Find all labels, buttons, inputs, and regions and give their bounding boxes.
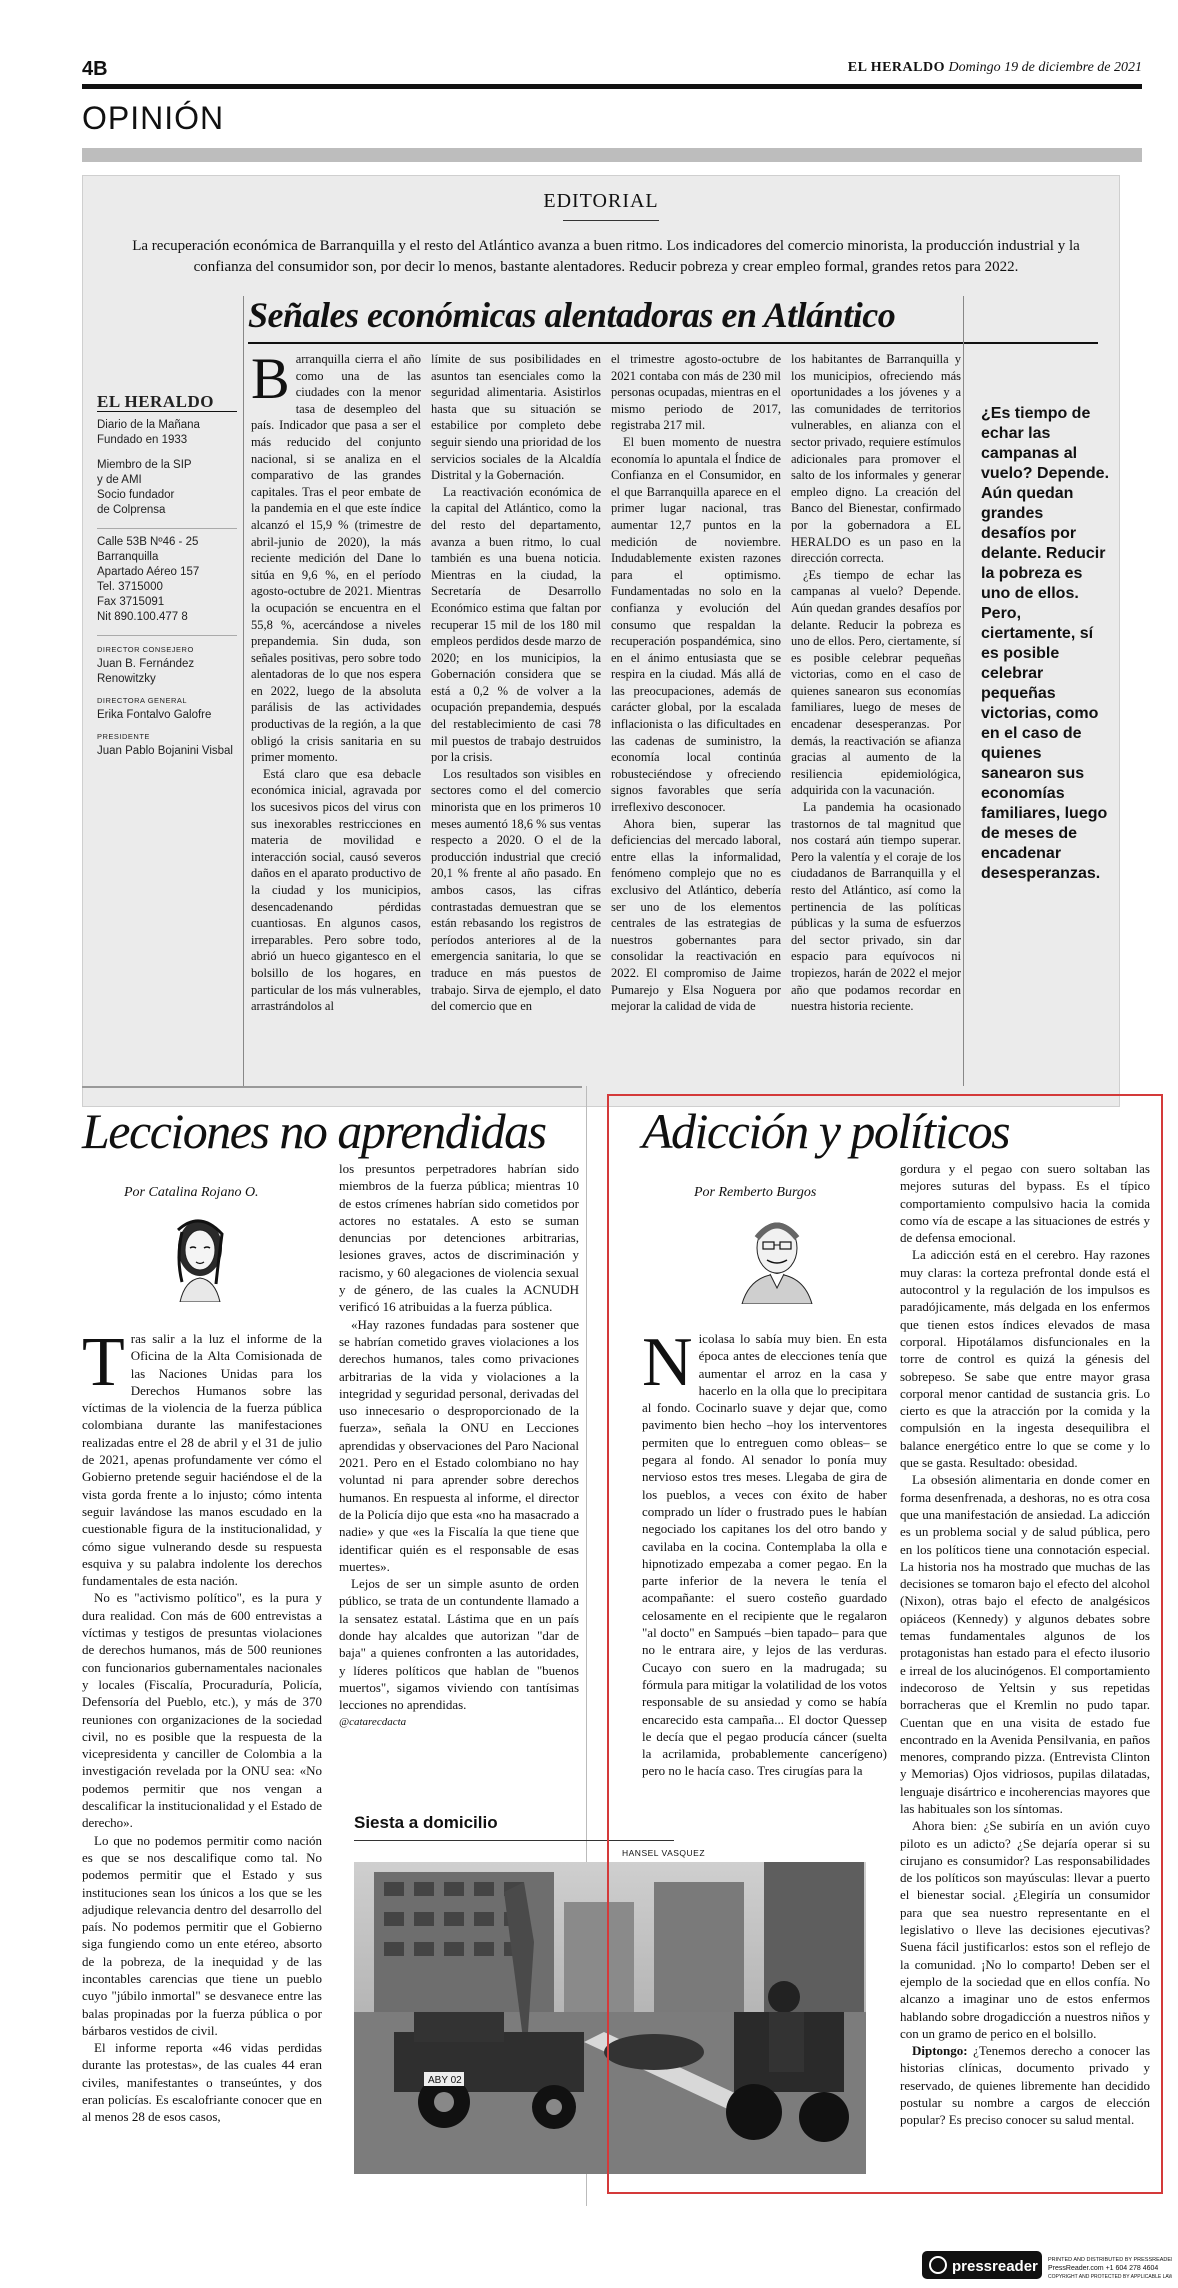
column-divider [243, 296, 244, 1086]
article-byline: Por Catalina Rojano O. [124, 1185, 259, 1200]
editorial-summary: La recuperación económica de Barranquilla y el resto del Atlántico avanza a buen ritmo. Los indicadores del comercio minorista, la producción industrial y la confianza del consumidor son, por decir lo menos, bastante alentadores. Reducir pobreza y crear empleo formal, grandes retos para 2022. [132, 238, 1080, 275]
paragraph: La reactivación económica de la capital del Atlántico, como la del resto del departamento, avanza a buen ritmo, lo cual también es una buena noticia. Mientras en la ciudad, la Secretaría de Desarrollo Económico estima que faltan por recuperar 15 mil de los 180 mil empleos perdidos desde marzo de 2020; en los municipios, la Gobernación considera que se está a 0,2 % de volver a la ocupación prepandemia, después del restablecimiento de casi 78 mil puestos de trabajo destruidos por la crisis. [431, 484, 601, 765]
masthead-address [97, 535, 237, 625]
header-brand: EL HERALDO [847, 60, 945, 75]
paragraph: «Hay razones fundadas para sostener que se habrían cometido graves violaciones a los derechos humanos, tales como privaciones arbitrarias de la vida y violaciones a la integridad y seguridad personal, derivadas del uso innecesario o desproporcionado de la fuerza», señala la ONU en Lecciones aprendidas y observaciones del Paro Nacional 2021. Pero en el Estado colombiano no hay voluntad ni para aprender sobre derechos humanos. En respuesta al informe, el director de la Policía dijo que esta «no ha masacrado a nadie» y que «es la Fiscalía la que tiene que identificar quién es el responsable de esas muertes». [339, 1316, 579, 1574]
paragraph: gordura y el pegao con suero soltaban las mejores suturas del bypass. Es el típico comportamiento compulsivo hacia la comida como vía de escape a las situaciones de estrés y de defensa emocional. [900, 1161, 1150, 1246]
diptongo-text: ¿Tenemos derecho a conocer las historias clínicas, documento privado y reservado, de quienes libremente han decidido postular su nombre a cargos de elección popular? Es preciso conocer su salud mental. [900, 2043, 1150, 2128]
paragraph: El buen momento de nuestra economía lo apuntala el Índice de Confianza en el Consumidor, en el que Barranquilla aparece en el primer lugar nacional, tras aumentar 12,7 puntos en la medición de noviembre. Indudablemente existen razones para el optimismo. Fundamentadas no solo en la confianza y evolución del consumo que respaldan la recuperación pospandémica, sino en el ánimo entusiasta que se respira en la ciudad. Más allá de las preocupaciones, además de carácter global, por la escalada inflacionista o las dificultades en las cadenas de suministro, la economía local continúa robusteciéndose y ofreciendo signos favorables que sería irreflexivo desconocer. [611, 434, 781, 815]
plate-text: ABY 02 [428, 2075, 462, 2086]
editorial-column-3 [611, 351, 781, 1086]
paragraph: icolasa lo sabía muy bien. En esta época antes de elecciones tenía que aumentar el arroz en la casa y hacerlo en la olla que lo precipitara al fondo. Cocinarlo suave y dejar que, como pavimento bien hecho –hoy los interventores permiten que lo entreguen como obleas– se pegara al fondo. Al senador lo ponía muy nervioso estos tres meses. Llegaba de gira de los pueblos, a veces con éxito de haber comprado un líder o frustrado pues le habían negociado los capitanes los del otro bando y cavilaba en la cocina. Contemplaba la olla e hipnotizado empezaba a comer pegao. En la parte inferior de la nevera le tenía el acompañante: el suero costeño guardado celosamente en el recipiente que le regalaron "al docto" en Sampués –bien tapado– para que no le entrara aire, y lejos de las verduras. Cucayo con suero en la madrugada; su fórmula para mitigar la volatilidad de los votos responsable de su ansiedad y como se había encarecido esta campaña... El doctor Quessep le decía que el pegao producía cáncer (suelta la acrilamida, probablemente cancerígeno) pero no le hacía caso. Tres cirugías para la [642, 1331, 887, 1779]
pressreader-logo [922, 2247, 1172, 2283]
editorial-title: Señales económicas alentadoras en Atlántico [248, 295, 896, 335]
staff-label: PRESIDENTE [97, 732, 150, 741]
paragraph: ras salir a la luz el informe de la Oficina de la Alta Comisionada de las Naciones Unidas para los Derechos Humanos sobre las víctimas de la violencia de la fuerza pública colombiana durante las manifestaciones realizadas entre el 28 de abril y el 31 de julio de 2021, apenas profundamente ver cómo el Gobierno pretende seguir haciéndose el de la vista gorda frente a lo injusto; cómo intenta seguir lavándose las manos escudado en la cuestionable figura de la institucionalidad, y cómo sigue vulnerando desde su respuesta esquiva y su palabra indolente los derechos fundamentales de esta nación. [82, 1331, 322, 1589]
masthead-info [97, 394, 237, 759]
article-column-1 [82, 1330, 322, 2210]
masthead-line: Fundado en 1933 [97, 434, 188, 446]
paragraph: los habitantes de Barranquilla y los municipios, ofreciendo más oportunidades a los jóvenes y a las comunidades de territorios vulnerables, en alianza con el sector privado, requiere estímulos adicionales para promover el salto de los informales y generar empleo digno. La creación del Banco del Bienestar, confirmado por la gobernadora a EL HERALDO es un paso en la dirección correcta. [791, 352, 961, 566]
address-line: Barranquilla [97, 551, 159, 563]
staff-name: Juan B. Fernández Renowitzky [97, 658, 195, 685]
paragraph: La adicción está en el cerebro. Hay razones muy claras: la corteza prefrontal donde está el autocontrol y la regulación de los impulsos es paradójicamente, más delgada en los enfermos que tienen estos índices elevados de masa corporal. Hipotálamos disfuncionales en la torre de control es quizá la génesis del sobrepeso. Se sabe que entre mayor grasa corporal menor cantidad de sustancia gris. Lo cierto es que la atracción por la comida y la compulsión en la ingesta desequilibra el balance energético entre lo que se come y lo que se gasta. Resultado: obesidad. [900, 1247, 1150, 1471]
paragraph: Lo que no podemos permitir como nación es que se nos descalifique como tal. No podemos permitir que el Estado y sus instituciones sean los únicos a los que se les adjudique relevancia dentro del desarrollo del país. No podemos permitir que el Gobierno siga fungiendo como un ente etéreo, absorto de la pobreza, de la inequidad y de las incontables carencias que tiene un pueblo cuyo "júbilo inmortal" se desvanece entre las balas propinadas por la fuerza pública o por bárbaros vestidos de civil. [82, 1832, 322, 2038]
masthead-block [97, 458, 237, 518]
masthead-line: Diario de la Mañana [97, 419, 200, 431]
masthead-line: Miembro de la SIP [97, 459, 192, 471]
author-handle: @catarecdacta [339, 1715, 407, 1728]
masthead-separator [97, 528, 237, 529]
article-byline: Por Remberto Burgos [694, 1185, 817, 1200]
staff-name: Juan Pablo Bojanini Visbal [97, 745, 233, 757]
paragraph: No es "activismo político", es la pura y dura realidad. Con más de 600 entrevistas a víctimas y testigos de presuntas violaciones de derechos humanos, más de 500 reuniones con funcionarios gubernamentales nacionales y locales (Fiscalía, Procuraduría, Policía, Defensoría del Pueblo, etc.), y más de 370 reuniones con organizaciones de la sociedad civil, no es posible que la respuesta de la vicepresidenta y canciller de Colombia a la investigación revelada por la ONU sea: «No podemos permitir que nos vengan a descalificar la institucionalidad y el Estado de derecho». [82, 1590, 322, 1831]
masthead-block [97, 418, 237, 448]
article-column-1 [642, 1330, 887, 2200]
editorial-title-rule [248, 342, 1098, 344]
paragraph: límite de sus posibilidades en asuntos tan esenciales como la seguridad alimentaria. Asistirlos hasta que su situación se estabilice por completo debe seguir siendo una prioridad de los servicios sociales de la Alcaldía Distrital y la Gobernación. [431, 352, 601, 483]
page-number: 4B [82, 58, 108, 80]
column-divider [963, 296, 964, 1086]
paragraph: Está claro que esa debacle económica inicial, agravada por los sucesivos picos del virus con sus inexorables restricciones en materia de movilidad e interacción social, causó severos daños en el aparato productivo de la ciudad y los municipios, desencadenando pérdidas cuantiosas. En algunos casos, irreparables. Pero sobre todo, abrió un hueco gigantesco en el bolsillo de los hogares, en particular de los más vulnerables, arrastrándolos al [251, 766, 421, 1014]
staff-name: Erika Fontalvo Galofre [97, 709, 212, 721]
paragraph: Ahora bien: ¿Se subiría en un avión cuyo piloto es un adicto? ¿Se dejaría operar si su cirujano es consumidor? Las responsabilidades de los políticos son mayúsculas: llevar a puerto el bienestar social. ¿Elegiría un consumidor para que sea nuestro representante en el legislativo o lleve las decisiones ejecutivas? Suena fácil justificarlos: estos son el reflejo de la comunidad. ¡No lo comparto! Deben ser el ejemplo de la sociedad que en ellos confía. No alcanzo a imaginar uno de estos enfermos hablando sobre drogadicción a nuestros niños y con un gramo de perico en el bolsillo. [900, 1818, 1150, 2041]
editorial-column-1 [251, 351, 421, 1086]
address-line: Tel. 3715000 [97, 581, 163, 593]
editorial-box [82, 175, 1120, 1107]
editorial-column-4 [791, 351, 961, 1086]
pull-quote: ¿Es tiempo de echar las campanas al vuelo? Depende. Aún quedan grandes desafíos por delante. Reducir la pobreza es uno de ellos. Pero, ciertamente, sí es posible celebrar pequeñas victorias, como en el caso de quienes sanearon sus economías familiares, luego de meses de encadenar desesperanzas. [981, 405, 1110, 882]
section-title: OPINIÓN [82, 100, 225, 136]
photo-title: Siesta a domicilio [354, 1813, 498, 1832]
editorial-label-rule [563, 220, 659, 221]
article-title: Lecciones no aprendidas [82, 1103, 546, 1159]
paragraph: Lejos de ser un simple asunto de orden público, se trata de un contundente llamado a la sensatez estatal. Lástima que en un país donde hay alcaldes que autorizan "dar de baja" a quienes confronten a las autoridades, y líderes políticos que hablan de "buenos muertos", sigamos viviendo con tantísimas lecciones no aprendidas. [339, 1576, 579, 1713]
address-line: Nit 890.100.477 8 [97, 611, 188, 623]
author-portrait [160, 1210, 240, 1302]
article-column-2 [900, 1160, 1150, 2190]
editorial-column-2 [431, 351, 601, 1086]
article-title: Adicción y políticos [642, 1103, 1010, 1159]
paragraph: los presuntos perpetradores habrían sido miembros de la fuerza pública; mientras 10 de estos crímenes habrían sido cometidos por actores no estatales. A esto se suman denuncias por detenciones arbitrarias, lesiones graves, actos de discriminación y racismo, y 60 alegaciones de violencia sexual y de género, de las cuales la ACNUDH verificó 16 atribuidas a la fuerza pública. [339, 1161, 579, 1315]
paragraph: Ahora bien, superar las deficiencias del mercado laboral, entre ellas la informalidad, fenómeno complejo que no es exclusivo del Atlántico, debería ser uno de los elementos centrales de las estrategias de nuestros gobernantes para consolidar la reactivación en 2022. El compromiso de Jaime Pumarejo y Elsa Noguera por mejorar la calidad de vida de [611, 816, 781, 1014]
masthead-line: de Colprensa [97, 504, 166, 516]
address-line: Fax 3715091 [97, 596, 165, 608]
masthead-line: Socio fundador [97, 489, 175, 501]
masthead-line: y de AMI [97, 474, 142, 486]
article-rule [82, 1086, 582, 1088]
newspaper-page [82, 40, 1172, 2280]
pressreader-badge[interactable] [922, 2247, 1172, 2283]
author-portrait [732, 1208, 822, 1304]
pressreader-brand: pressreader [952, 2258, 1038, 2275]
header-masthead [848, 60, 1142, 76]
section-divider [82, 148, 1142, 162]
masthead-separator [97, 635, 237, 636]
editorial-dropcap: B [251, 351, 290, 411]
paragraph: arranquilla cierra el año como una de las ciudades con la menor tasa de desempleo del país. Indicador que pasa a ser el más reducido del conjunto nacional, si se analiza en el comparativo de las grandes capitales. Tras el peor embate de la pandemia en el que este índice alcanzó el 15,9 % (trimestre de abril-junio de 2020), la más reciente medición del Dane lo sitúa en 9,6 %, en el período agosto-octubre de 2021. Mientras la ocupación se encuentra en el 55,8 %, acercándose a niveles prepandemia. Sin duda, son señales positivas, pero sobre todo alentadoras de lo que nos espera en 2022, luego de la absoluta parálisis de las actividades productivas de la región, a la que obligó la crisis sanitaria en su primer momento. [251, 352, 421, 765]
staff-label: DIRECTORA GENERAL [97, 696, 188, 705]
address-line: Calle 53B Nº46 - 25 [97, 536, 199, 548]
paragraph: El informe reporta «46 vidas perdidas durante las protestas», de las cuales 44 eran civiles, manifestantes o transeúntes, y dos eran policías. Es escalofriante conocer que en al menos 28 de esos casos, [82, 2040, 322, 2125]
paragraph: Los resultados son visibles en sectores como el del comercio minorista que en los primeros 10 meses aumentó 18,6 % sus ventas respecto a 2020. O el de la producción industrial que creció 20,1 % frente al año pasado. En ambos casos, las cifras contrastadas demuestran que se están rebasando los registros de períodos anteriores al de la emergencia sanitaria, lo que se traduce en más puestos de trabajo. Sirva de ejemplo, el dato del comercio que en [431, 766, 601, 1014]
paragraph: La pandemia ha ocasionado trastornos de tal magnitud que nos costará aún tiempo superar. Pero la valentía y el coraje de los ciudadanos de Barranquilla y el resto del Atlántico, así como la pertinencia de las políticas públicas y la suma de esfuerzos del sector privado, sin dar espacio para equívocos ni tropiezos, harán de 2022 el mejor año que podamos recordar en nuestra historia reciente. [791, 800, 961, 1014]
paragraph: La obsesión alimentaria en donde comer en forma desenfrenada, a deshoras, no es otra cosa que una manifestación de ansiedad. La adicción es un problema social y de salud pública, pero en los políticos tiene una connotación especial. La historia nos ha mostrado que muchas de las decisiones se tomaron bajo el efecto del alcohol (Nixon), otras bajo el efecto de analgésicos opiáceos (Kennedy) y algunos debates sobre temas fundamentales algunos de los protagonistas han estado para el efecto ilusorio e irreal de los alucinógenos. El comportamiento indecoroso de Yeltsin y sus repetidas borracheras que el Kremlin no pudo tapar. Cuentan que en una visita de estado fue encontrado en la Avenida Pensilvania, en paños menores, comprando pizza. (Entrevista Clinton y Memorias) Ojos vidriosos, pupilas dilatadas, lenguaje disártrico e incoherencias mayores que las habituales son los síntomas. [900, 1472, 1150, 1816]
paragraph [900, 2042, 1150, 2128]
address-line: Apartado Aéreo 157 [97, 566, 200, 578]
article-column-2 [339, 1160, 579, 1800]
photo-credit: HANSEL VASQUEZ [622, 1848, 706, 1858]
footer-line: PressReader.com +1 604 278 4604 [1048, 2265, 1159, 2272]
masthead-brand: EL HERALDO [97, 394, 237, 412]
header-date: Domingo 19 de diciembre de 2021 [948, 60, 1142, 75]
staff-label: DIRECTOR CONSEJERO [97, 645, 194, 654]
diptongo-label: Diptongo: [912, 2043, 968, 2059]
paragraph: ¿Es tiempo de echar las campanas al vuelo? Depende. Aún quedan grandes desafíos por delante. Reducir la pobreza es uno de ellos. Pero, ciertamente, sí es posible celebrar pequeñas victorias, como en el caso de quienes sanearon sus economías familiares, luego de meses de encadenar desesperanzas. Por demás, la reactivación se afianza gracias al aumento de la resiliencia epidemiológica, adquirida con la vacunación. [791, 567, 961, 798]
paragraph: el trimestre agosto-octubre de 2021 contaba con más de 230 mil personas ocupadas, mientras en el mismo periodo de 2017, registraba 217 mil. [611, 352, 781, 433]
footer-line: COPYRIGHT AND PROTECTED BY APPLICABLE LAW [1048, 2274, 1172, 2280]
article-dropcap: T [82, 1330, 125, 1401]
editorial-label: EDITORIAL [543, 190, 659, 212]
page-header [82, 52, 1142, 89]
article-dropcap: N [642, 1330, 693, 1401]
footer-line: PRINTED AND DISTRIBUTED BY PRESSREADER [1048, 2257, 1172, 2263]
